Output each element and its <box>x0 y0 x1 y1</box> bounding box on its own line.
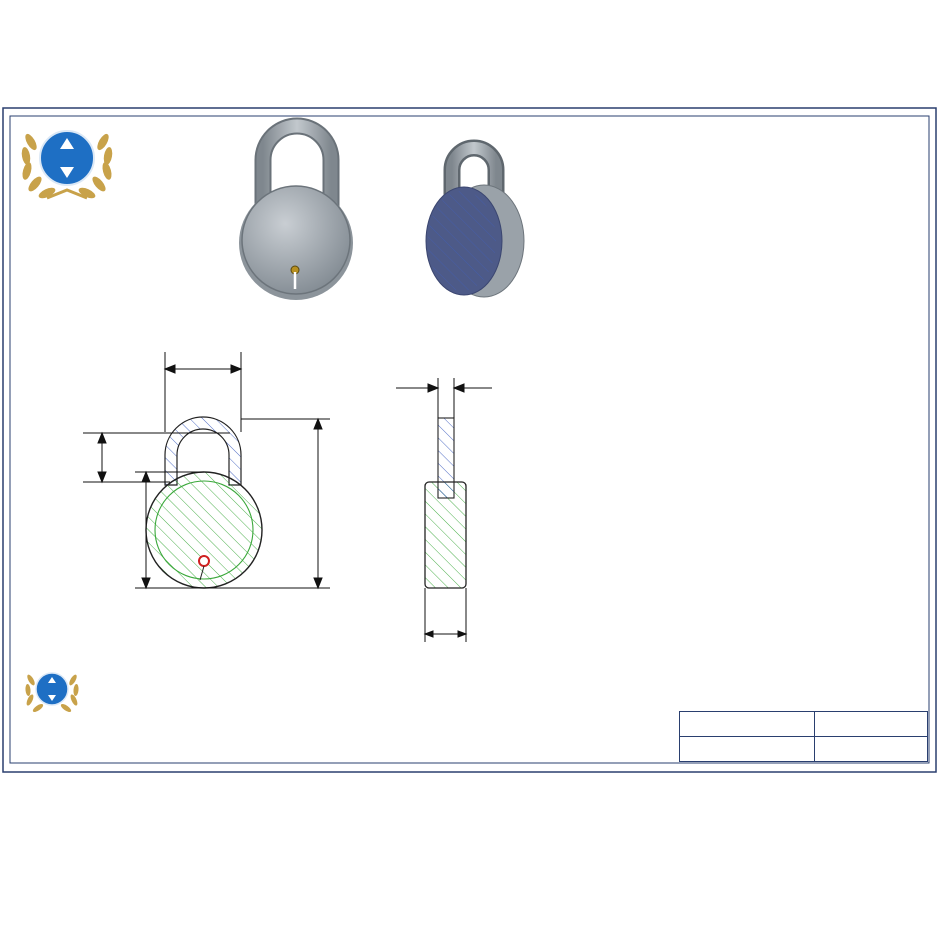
approval-table <box>679 711 928 762</box>
harrison-logo <box>20 131 113 200</box>
checked-by-label <box>680 712 815 737</box>
date-field[interactable] <box>815 737 928 762</box>
date-label <box>680 737 815 762</box>
padlock-side-section <box>425 418 466 588</box>
checked-by-field[interactable] <box>815 712 928 737</box>
keyhole-icon <box>199 556 209 566</box>
padlock-side-render <box>426 148 524 297</box>
harrison-logo-small <box>25 673 79 713</box>
padlock-front-render <box>239 126 353 300</box>
padlock-front-section <box>146 417 262 588</box>
